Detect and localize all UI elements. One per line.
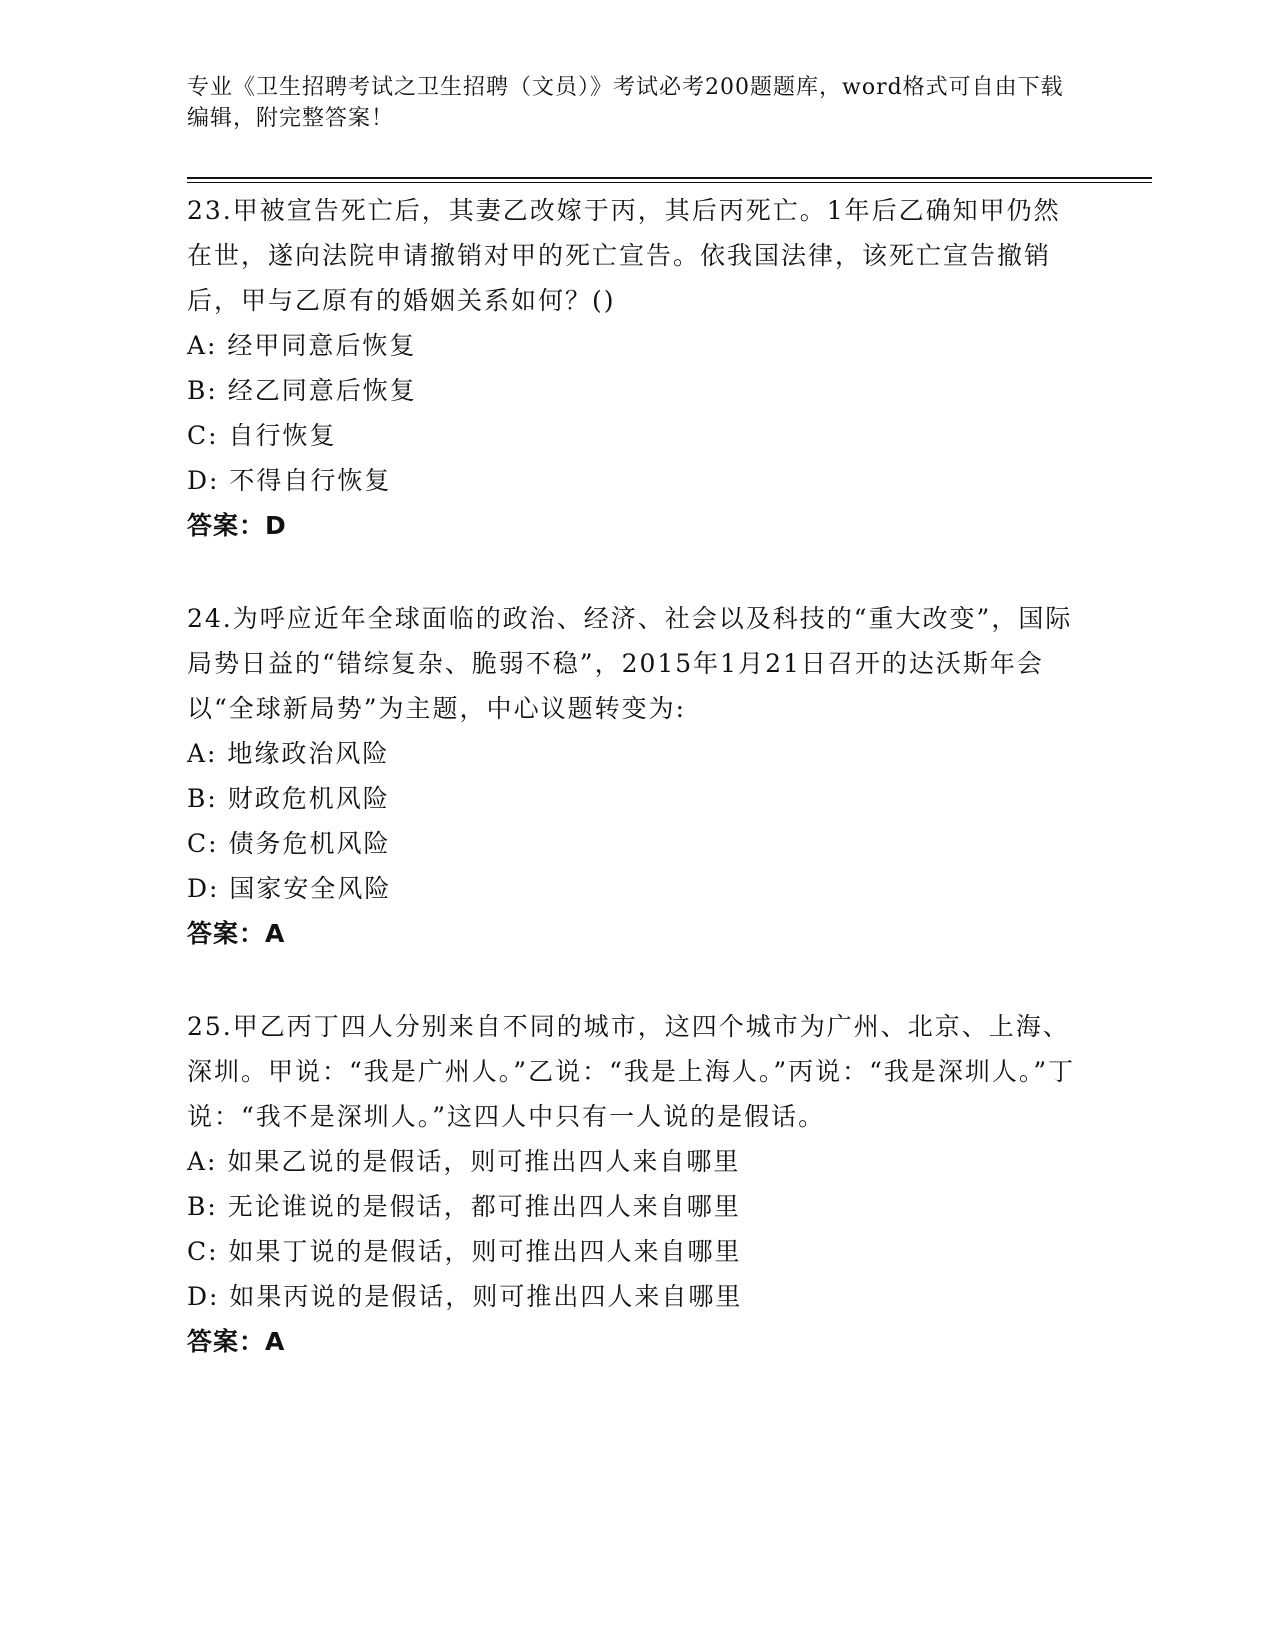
question-25	[187, 1004, 1077, 1364]
question-stem: 23.甲被宣告死亡后，其妻乙改嫁于丙，其后丙死亡。1年后乙确知甲仍然在世，遂向法院申请撤销对甲的死亡宣告。依我国法律，该死亡宣告撤销后，甲与乙原有的婚姻关系如何？()	[187, 196, 1061, 315]
option-a: A: 如果乙说的是假话，则可推出四人来自哪里	[187, 1147, 741, 1176]
option-c: C: 如果丁说的是假话，则可推出四人来自哪里	[187, 1237, 742, 1266]
answer-line: 答案：A	[187, 1327, 286, 1356]
option-d: D: 不得自行恢复	[187, 466, 392, 495]
option-c: C: 自行恢复	[187, 421, 337, 450]
answer-line: 答案：D	[187, 511, 287, 540]
header-divider-thick	[187, 177, 1152, 179]
option-d: D: 如果丙说的是假话，则可推出四人来自哪里	[187, 1282, 743, 1311]
option-a: A: 经甲同意后恢复	[187, 331, 417, 360]
document-header: 专业《卫生招聘考试之卫生招聘（文员）》考试必考200题题库，word格式可自由下载编辑，附完整答案！	[187, 75, 1064, 131]
option-d: D: 国家安全风险	[187, 874, 392, 903]
header-divider-thin	[187, 182, 1152, 183]
answer-line: 答案：A	[187, 919, 286, 948]
question-stem: 24.为呼应近年全球面临的政治、经济、社会以及科技的“重大改变”，国际局势日益的“错综复杂、脆弱不稳”，2015年1月21日召开的达沃斯年会以“全球新局势”为主题，中心议题转变为:	[187, 604, 1073, 723]
option-b: B: 无论谁说的是假话，都可推出四人来自哪里	[187, 1192, 741, 1221]
option-a: A: 地缘政治风险	[187, 739, 390, 768]
option-b: B: 经乙同意后恢复	[187, 376, 417, 405]
question-24	[187, 596, 1077, 956]
question-23	[187, 188, 1077, 548]
option-c: C: 债务危机风险	[187, 829, 391, 858]
question-stem: 25.甲乙丙丁四人分别来自不同的城市，这四个城市为广州、北京、上海、深圳。甲说：“我是广州人。”乙说：“我是上海人。”丙说：“我是深圳人。”丁说：“我不是深圳人。”这四人中只有一人说的是假话。	[187, 1012, 1076, 1131]
option-b: B: 财政危机风险	[187, 784, 390, 813]
